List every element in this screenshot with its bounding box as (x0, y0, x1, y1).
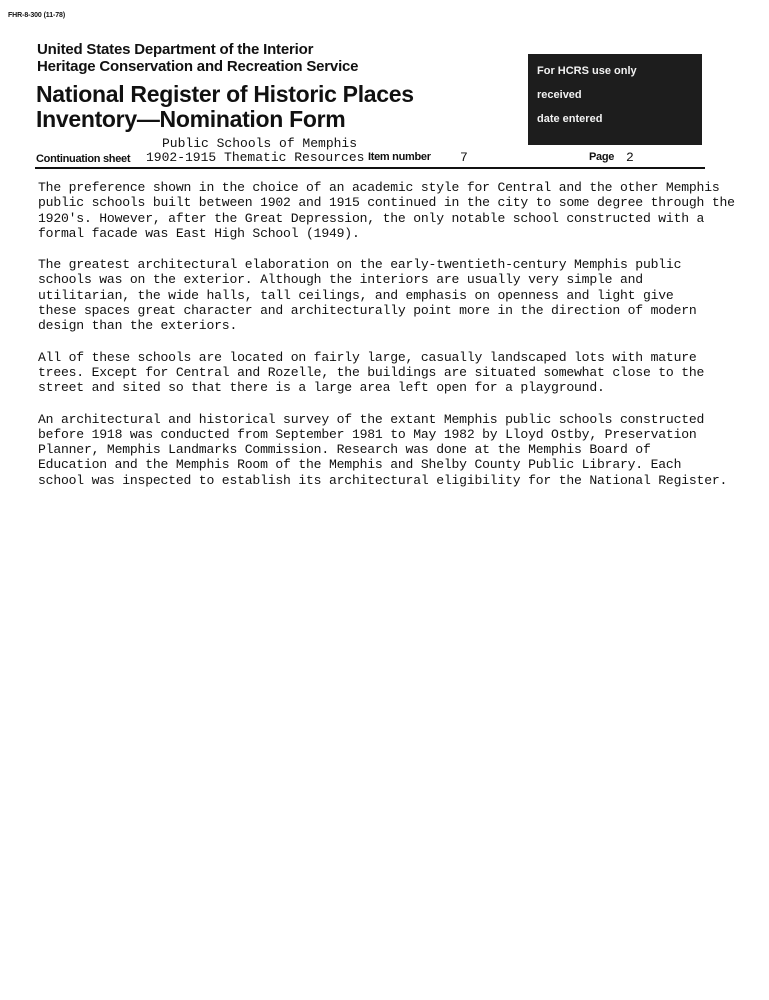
continuation-sheet-label: Continuation sheet (36, 153, 131, 165)
paragraph-1: The preference shown in the choice of an academic style for Central and the other Memphis public schools built between 1902 and 1915 continued in the city to some degree through the 1920's. However, after the Great Depression, the only notable school constructed with a formal facade was East High School (1949). (38, 180, 735, 241)
form-title (36, 82, 414, 132)
subject-title: Public Schools of Memphis (162, 136, 358, 151)
form-title-line-2: Inventory—Nomination Form (36, 106, 346, 132)
continuation-sheet-value: 1902-1915 Thematic Resources (146, 150, 365, 165)
hcrs-use-label: For HCRS use only (537, 65, 637, 77)
page-number-value: 2 (626, 150, 634, 165)
hcrs-use-box (528, 54, 702, 145)
header-divider (35, 167, 705, 169)
date-entered-label: date entered (537, 113, 603, 125)
paragraph-3: All of these schools are located on fairly large, casually landscaped lots with mature trees. Except for Central and Rozelle, the buildings are situated somewhat close to the street and sited so that there is a large area left open for a playground. (38, 349, 705, 396)
received-label: received (537, 89, 582, 101)
item-number-value: 7 (460, 150, 468, 165)
body-text (38, 180, 738, 504)
page-label: Page (589, 151, 615, 163)
item-number-label: Item number (368, 151, 431, 163)
agency-line-2: Heritage Conservation and Recreation Service (37, 58, 359, 75)
continuation-row (36, 150, 706, 165)
paragraph-2: The greatest architectural elaboration on the early-twentieth-century Memphis public schools was on the exterior. Although the interiors are usually very simple and utilitarian, the wide halls, tall ceilings, and emphasis on openness and light give these spaces great character and architecturally point more in the direction of modern design than the exteriors. (38, 257, 697, 334)
agency-header (37, 41, 358, 75)
form-title-line-1: National Register of Historic Places (36, 81, 414, 107)
form-code: FHR-8-300 (11-78) (8, 12, 66, 19)
paragraph-4: An architectural and historical survey of the extant Memphis public schools constructed before 1918 was conducted from September 1981 to May 1982 by Lloyd Ostby, Preservation Planner, Memphis Landmarks Commission. Research was done at the Memphis Board of Education and the Memphis Room of the Memphis and Shelby County Public Library. Each school was inspected to establish its architectural eligibility for the National Register. (38, 411, 728, 488)
agency-line-1: United States Department of the Interior (37, 41, 314, 58)
